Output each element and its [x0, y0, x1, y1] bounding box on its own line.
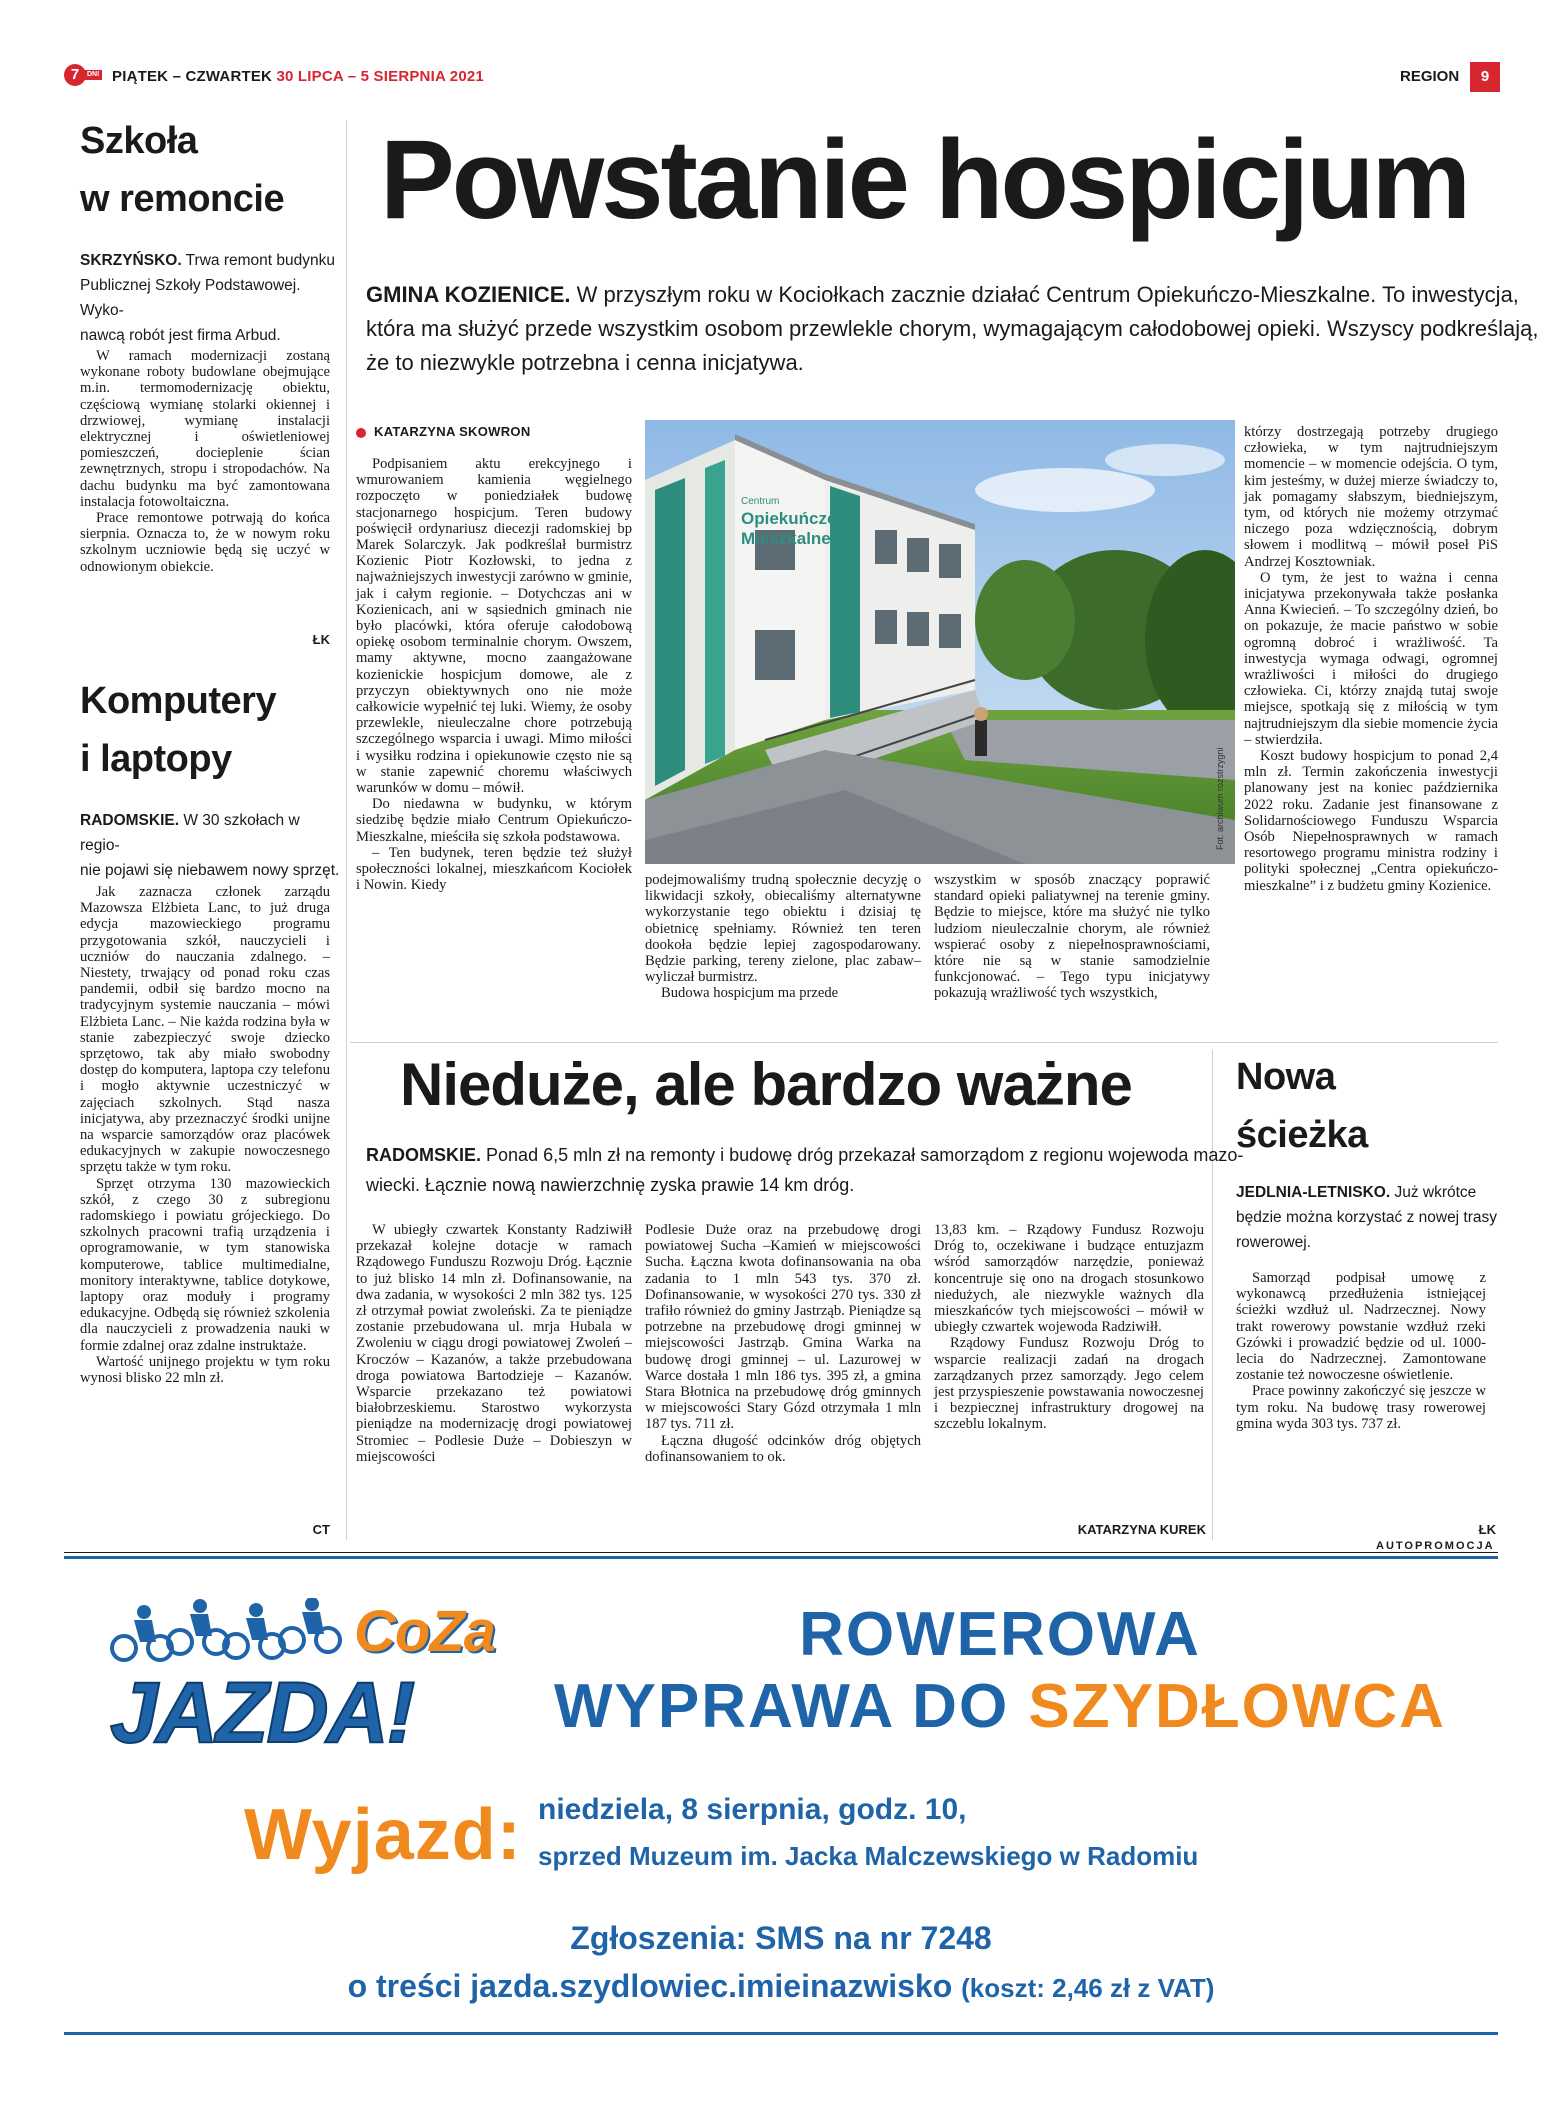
side1-paragraph: W ramach modernizacji zostaną wykonane roboty budowlane obejmujące m.in. termomodernizację obiektu, częściową wymianę stolarki okiennej i drzwiowej, wymianę instalacji elektrycznej i oświetleniowej pomieszczeń, docieplenie ścian zewnętrznych, stropu i stropodachów. Na dachu budynku ma być zamontowana instalacja fotowoltaiczna. [80, 348, 330, 510]
side1-lead-place: SKRZYŃSKO. [80, 252, 182, 269]
mid-headline: Nieduże, ale bardzo ważne [400, 1051, 1132, 1118]
main-byline [356, 424, 531, 439]
side3-lead-text-1: Już wkrótce [1394, 1184, 1477, 1201]
main-paragraph: Do niedawna w budynku, w którym siedzibę będzie miało Centrum Opiekuńczo-Mieszkalne, mieściła się szkoła podstawowa. [356, 796, 632, 845]
side3-lead-text-3: rowerowej. [1236, 1234, 1311, 1251]
photo-sign-2: Opiekuńczo [741, 509, 838, 528]
main-headline: Powstanie hospicjum [380, 117, 1469, 242]
side2-paragraph: Sprzęt otrzyma 130 mazowieckich szkół, z czego 30 z subregionu radomskiego i powiatu grójeckiego. Do szkolnych pracowni trafią urządzenia i oprogramowanie, w tym stanowiska komputerowe, tablice multimedialne, monitory interaktywne, tablice dotykowe, laptopy oraz moduły i programy edukacyjne. Odbędą się również szkolenia dla nauczycieli z prowadzenia nauki w formie zdalnej oraz zdalne instruktaże. [80, 1175, 330, 1354]
main-lead-place: GMINA KOZIENICE. [366, 282, 571, 307]
side2-lead-text-1: W 30 szkołach w regio- [80, 812, 300, 854]
mid-lead [366, 1140, 1244, 1200]
side3-signature: ŁK [1478, 1522, 1496, 1537]
dateline-dates: 30 LIPCA – 5 SIERPNIA 2021 [276, 68, 484, 85]
side3-title-line2: ścieżka [1236, 1114, 1368, 1156]
side1-title-line2: w remoncie [80, 178, 285, 220]
main-paragraph: wszystkim w sposób znaczący poprawić standard opieki paliatywnej na terenie gminy. Będzie to miejsce, które ma służyć nie tylko ludziom nieuleczalnie chorym, ale również wspierać osoby z niepełnosprawnościami, które nie są w stanie samodzielnie funkcjonować. – Tego typu inicjatywy pokazują wrażliwość tych wszystkich, [934, 872, 1210, 1002]
side3-lead-text-2: będzie można korzystać z nowej trasy [1236, 1209, 1498, 1226]
logo-coza: CoZa [354, 1599, 495, 1664]
column-rule [346, 1060, 347, 1540]
side3-paragraph: Prace powinny zakończyć się jeszcze w tym roku. Na budowę trasy rowerowej gmina wyda 303 tys. 737 zł. [1236, 1383, 1486, 1432]
ad-wyjazd: Wyjazd: [244, 1795, 522, 1875]
photo-sign-3: Mieszkalne [741, 529, 831, 548]
mid-lead-line1: Ponad 6,5 mln zł na remonty i budowę dróg przekazał samorządom z regionu wojewoda mazo- [486, 1145, 1244, 1165]
side2-lead-place: RADOMSKIE. [80, 812, 180, 829]
ad-zgloszenia-line2 [64, 1964, 1498, 2010]
side3-body [1236, 1270, 1486, 1432]
side2-paragraph: Jak zaznacza członek zarządu Mazowsza Elżbieta Lanc, to już druga edycja mazowieckiego programu przygotowania szkół, nauczycieli i uczniów do nauczania zdalnego. – Niestety, trwający od ponad roku czas pandemii, odbił się bardzo mocno na tradycyjnym systemie nauczania – mówi Elżbieta Lanc. – Nie każda rodzina była w stanie zabezpieczyć swoje dziecko sprzętowo, tak aby miało swobodny dostęp do komputera, laptopa czy telefonu i mogło aktywnie uczestniczyć w zajęciach szkolnych. Stąd nasza inicjatywa, aby przeznaczyć środki unijne na wsparcie samorządów oraz placówek edukacyjnych w zakupie nowoczesnego sprzętu także w tym roku. [80, 884, 330, 1176]
side2-title-line2: i laptopy [80, 738, 232, 780]
main-paragraph: którzy dostrzegają potrzeby drugiego człowieka, w tym najtrudniejszym momencie – w momencie odejścia. O tym, kim jesteśmy, w dużej mierze świadczy to, jak pomagamy słabszym, biedniejszym, tym, od których nie możemy otrzymać niczego poza wdzięcznością, dobrym słowem i modlitwą – mówił poseł PiS Andrzej Kosztowniak. [1244, 424, 1498, 570]
main-col1 [356, 456, 632, 893]
ad-sms-cost: (koszt: 2,46 zł z VAT) [961, 1973, 1215, 2003]
ad-where: sprzed Muzeum im. Jacka Malczewskiego w Radomiu [538, 1841, 1199, 1871]
side1-signature: ŁK [312, 632, 330, 647]
side2-paragraph: Wartość unijnego projektu w tym roku wynosi blisko 22 mln zł. [80, 1353, 330, 1387]
dateline [112, 68, 484, 85]
ad-when: niedziela, 8 sierpnia, godz. 10, [538, 1793, 967, 1826]
byline-dot [356, 428, 366, 438]
side2-title-line1: Komputery [80, 680, 277, 722]
section-divider [350, 1042, 1498, 1043]
mid-signature: KATARZYNA KUREK [1077, 1522, 1206, 1537]
ad-title-line1: ROWEROWA [799, 1600, 1201, 1669]
mid-lead-line2: wiecki. Łącznie nową nawierzchnię zyska prawie 14 km dróg. [366, 1175, 855, 1195]
side1-title-line1: Szkoła [80, 120, 198, 162]
main-lead-line2: która ma służyć przede wszystkim osobom przewlekle chorym, wymagającym całodobowej opieki. Wszyscy podkreślają, [366, 316, 1539, 341]
main-paragraph: – Ten budynek, teren będzie też służył społeczności lokalnej, mieszkańcom Kociołek i Nowin. Kiedy [356, 844, 632, 894]
mid-paragraph: W ubiegły czwartek Konstanty Radziwiłł przekazał kolejne dotacje w ramach Rządowego Funduszu Rozwoju Dróg. Łącznie to już blisko 14 mln zł. Dofinansowanie, na dwa zadania, w wysokości 2 mln 382 tys. 125 zł otrzymał powiat zwoleński. Za te pieniądze zostanie przebudowana ul. mrja Hubala w Zwoleniu w ciągu drogi powiatowej Zwoleń – Kroczów – Kazanów, a także przebudowana droga powiatowa Bartodzieje – Kazanów. Wsparcie przekazano też powiatowi białobrzeskiemu. Starostwo wykorzysta pieniądze na modernizację drogi powiatowej Stromiec – Podlesie Duże – Dobieszyn w miejscowości [356, 1222, 632, 1465]
ad-border-bottom [64, 2032, 1498, 2035]
main-paragraph: Budowa hospicjum ma przede [661, 985, 839, 1002]
side3-lead [1236, 1180, 1498, 1255]
logo-jazda: JAZDA! [110, 1665, 414, 1761]
column-rule [346, 120, 347, 1080]
coza-jazda-logo [104, 1598, 495, 1768]
hospice-rendering-image [645, 420, 1235, 864]
ad-title-orange: SZYDŁOWCA [1028, 1672, 1446, 1741]
side1-lead-text-2: Publicznej Szkoły Podstawowej. Wyko- [80, 277, 301, 319]
main-paragraph: Koszt budowy hospicjum to ponad 2,4 mln zł. Termin zakończenia inwestycji planowany jest na koniec października 2022 roku. Zadanie jest finansowane z Solidarnościowego Funduszu Wsparcia Osób Niepełnosprawnych w ramach resortowego programu ministra rodziny i polityki społecznej „Centra opiekuńczo-mieszkalne” i z budżetu gminy Kozienice. [1244, 748, 1498, 894]
ad-sms-text: o treści jazda.szydlowiec.imieinazwisko [347, 1968, 953, 2004]
mid-paragraph: Rządowy Fundusz Rozwoju Dróg to wsparcie realizacji zadań na drogach zarządzanych przez samorządy. Jego celem jest przyspieszenie powstawania nowoczesnej i bezpiecznej infrastruktury drogowej na szczeblu lokalnym. [934, 1335, 1204, 1433]
ad-zgloszenia-line1: Zgłoszenia: SMS na nr 7248 [570, 1920, 992, 1956]
side2-title [80, 672, 340, 788]
side3-title [1236, 1048, 1496, 1164]
hospice-rendering-photo [645, 420, 1235, 864]
photo-sign-1: Centrum [741, 496, 780, 507]
main-paragraph: Podpisaniem aktu erekcyjnego i wmurowaniem kamienia węgielnego rozpoczęto w poniedziałek budowę stacjonarnego hospicjum. Teren budowy poświęcił ordynariusz diecezji radomskiej bp Marek Solarczyk. Jak podkreślał burmistrz Kozienic Piotr Kozłowski, to jedna z najważniejszych inwestycji zarówno w gminie, jak i całym regionie. – Dotychczas ani w Kozienicach, ani w sąsiednich gminach nie było placówki, która oferuje całodobową opiekę osobom terminalnie chorym. Owszem, mamy aktywne, mocno zaangażowane kozienickie hospicjum domowe, ale z przyczyn obiektywnych ono nie może całkowicie wypełnić tej luki. Wiemy, że osoby przewlekle, nieuleczalne chore potrzebują szczególnego wsparcia i uwagi. Mimo miłości i wysiłku rodzina i opiekunowie często nie są w stanie zapewnić choremu właściwych warunków w domu – mówił. [356, 456, 632, 797]
main-lead-line1: W przyszłym roku w Kociołkach zacznie działać Centrum Opiekuńczo-Mieszkalne. To inwestycja, [576, 282, 1519, 307]
side1-paragraph: Prace remontowe potrwają do końca sierpnia. Oznacza to, że w nowym roku szkolnym uczniowie będą się uczyć w odnowionym obiekcie. [80, 510, 330, 575]
ad-title-line2 [500, 1672, 1500, 1742]
dateline-days: PIĄTEK – CZWARTEK [112, 68, 273, 85]
side1-lead-text-1: Trwa remont budynku [185, 252, 335, 269]
mid-paragraph: 13,83 km. – Rządowy Fundusz Rozwoju Dróg to, oczekiwane i budzące entuzjazm wśród samorządów narzędzie, ponieważ koncentruje się ono na drogach stosunkowo niedużych, ale niezwykle ważnych dla mieszkańców tych miejscowości – mówił w ubiegły czwartek wojewoda Radziwiłł. [934, 1222, 1204, 1336]
mid-col2 [645, 1222, 921, 1465]
mid-lead-place: RADOMSKIE. [366, 1145, 482, 1165]
side3-paragraph: Samorząd podpisał umowę z wykonawcą przedłużenia istniejącej ścieżki wzdłuż ul. Nadrzecznej. Nowy trakt rowerowy powstanie wzdłuż rzeki Gzówki i prowadzić będzie od ul. 1000-lecia do Nadrzecznej. Zamontowane zostanie też nowoczesne oświetlenie. [1236, 1270, 1486, 1384]
side2-lead-text-2: nie pojawi się niebawem nowy sprzęt. [80, 862, 340, 879]
logo-7dni: 7 [64, 64, 86, 86]
main-paragraph: podejmowaliśmy trudną społecznie decyzję o likwidacji szkoły, obiecaliśmy alternatywne wykorzystanie tego obiektu i dzisiaj tę obietnicę spełniamy. Również ten teren dookoła będzie lepiej zagospodarowany. Będzie parking, tereny zielone, plac zabaw– wyliczał burmistrz. [645, 872, 921, 986]
ad-title-blue: WYPRAWA DO [554, 1672, 1010, 1741]
mid-col3 [934, 1222, 1204, 1433]
mid-paragraph: Podlesie Duże oraz na przebudowę drogi powiatowej Sucha –Kamień w miejscowości Sucha. Łączna kwota dofinansowania na oba zadania to 1 mln 543 tys. 370 zł. Dofinansowanie, w wysokości 270 tys. 330 zł trafiło również do gminy Jastrząb. Pieniądze są potrzebne na przebudowę drogi gminnej w miejscowości Jastrząb. Gmina Warka na budowę drogi gminnej – ul. Lazurowej w Warce dostała 1 mln 186 tys. 395 zł, a gmina Stara Błotnica na przebudowę dróg gminnych w miejscowości Stary Gózd otrzymała 1 mln 187 tys. 711 zł. [645, 1222, 921, 1433]
mid-col1 [356, 1222, 632, 1465]
side1-lead [80, 248, 340, 348]
main-col4 [1244, 424, 1498, 894]
photo-credit: Fot. archiwum rozstrzygni [1215, 747, 1225, 850]
side2-signature: CT [312, 1522, 330, 1537]
column-rule [1212, 1050, 1213, 1540]
side3-title-line1: Nowa [1236, 1056, 1336, 1098]
side2-body [80, 884, 330, 1386]
main-paragraph: O tym, że jest to ważna i cenna inicjatywa przekonywała także posłanka Anna Kwiecień. – To szczególny dzień, bo on pokazuje, że macie państwo w sobie ogromną dobroć i wrażliwość. Ta inwestycja wymaga odwagi, ogromnej wrażliwości i miłości do drugiego człowieka. Ci, którzy znajdą tutaj swoje miejsce, spotkają się z miłością w tym najtrudniejszym dla siebie momencie życia – stwierdziła. [1244, 569, 1498, 748]
ad-border-top [64, 1556, 1498, 1559]
section-name: REGION [1400, 68, 1460, 85]
side1-body [80, 348, 330, 575]
logo-tag: DNI [84, 70, 102, 80]
ad-top-rule [64, 1552, 1498, 1553]
mid-paragraph: Łączna długość odcinków dróg objętych dofinansowaniem to ok. [645, 1432, 921, 1465]
main-byline-name: KATARZYNA SKOWRON [374, 424, 531, 439]
main-lead-line3: że to niezwykle potrzebna i cenna inicjatywa. [366, 350, 804, 375]
main-col3 [934, 872, 1210, 1002]
side1-title [80, 112, 340, 228]
main-col2 [645, 872, 921, 1002]
side1-lead-text-3: nawcą robót jest firma Arbud. [80, 327, 281, 344]
ad-label: AUTOPROMOCJA [1376, 1540, 1495, 1552]
main-lead [366, 278, 1539, 380]
side2-lead [80, 808, 340, 883]
side3-lead-place: JEDLNIA-LETNISKO. [1236, 1184, 1391, 1201]
page-number: 9 [1470, 62, 1500, 92]
